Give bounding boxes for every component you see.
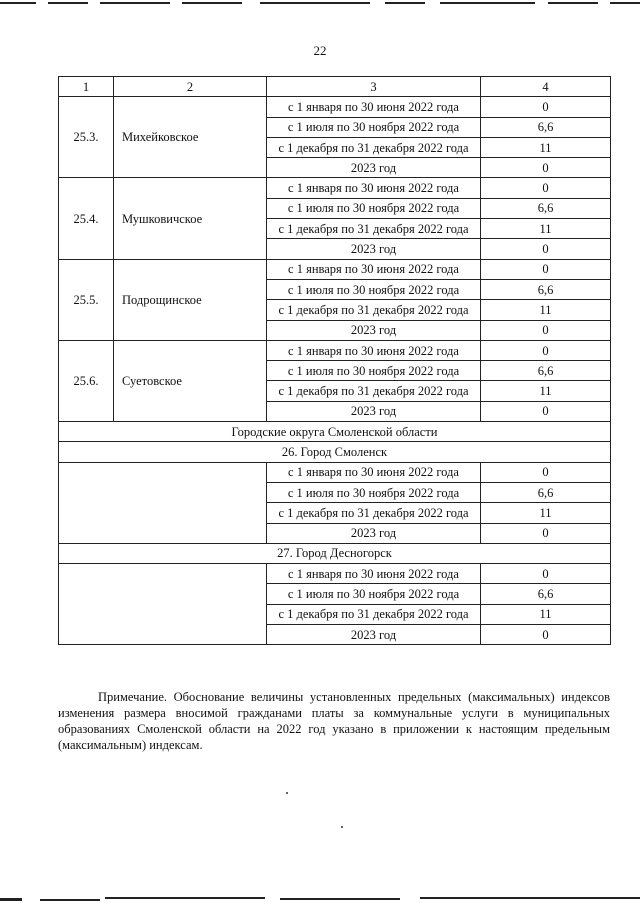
index-value: 11 xyxy=(481,604,611,624)
section-row xyxy=(59,422,611,442)
period-cell: с 1 декабря по 31 декабря 2022 года xyxy=(267,137,481,157)
table-body xyxy=(59,77,611,645)
period-cell: 2023 год xyxy=(267,523,481,543)
index-value: 0 xyxy=(481,340,611,360)
period-cell: 2023 год xyxy=(267,320,481,340)
period-cell: с 1 декабря по 31 декабря 2022 года xyxy=(267,219,481,239)
index-value: 0 xyxy=(481,158,611,178)
table-row xyxy=(59,462,611,482)
index-value: 0 xyxy=(481,564,611,584)
index-value: 6,6 xyxy=(481,198,611,218)
footnote-text: Примечание. Обоснование величины установленных предельных (максимальных) индексов изменения размера вносимой гражданами платы за коммунальные услуги в муниципальных образованиях Смоленской области на 2022 год указано в приложении к настоящим предельным (максимальным) индексам. xyxy=(58,690,610,752)
empty-cell xyxy=(59,564,267,645)
period-cell: 2023 год xyxy=(267,158,481,178)
index-value: 11 xyxy=(481,503,611,523)
period-cell: с 1 декабря по 31 декабря 2022 года xyxy=(267,604,481,624)
section-row xyxy=(59,442,611,462)
scan-speck xyxy=(286,792,288,794)
period-cell: с 1 декабря по 31 декабря 2022 года xyxy=(267,381,481,401)
period-cell: с 1 января по 30 июня 2022 года xyxy=(267,340,481,360)
settlement-name: Подрощинское xyxy=(114,259,267,340)
period-cell: с 1 декабря по 31 декабря 2022 года xyxy=(267,300,481,320)
index-value: 0 xyxy=(481,178,611,198)
page-number: 22 xyxy=(313,43,327,58)
header-row xyxy=(59,77,611,97)
section-title: 26. Город Смоленск xyxy=(59,442,611,462)
table-row xyxy=(59,97,611,117)
index-value: 11 xyxy=(481,300,611,320)
settlement-name: Михейковское xyxy=(114,97,267,178)
period-cell: с 1 января по 30 июня 2022 года xyxy=(267,564,481,584)
section-title: Городские округа Смоленской области xyxy=(59,422,611,442)
table-row xyxy=(59,340,611,360)
table-row xyxy=(59,178,611,198)
index-value: 0 xyxy=(481,320,611,340)
index-value: 0 xyxy=(481,523,611,543)
index-value: 11 xyxy=(481,219,611,239)
index-value: 6,6 xyxy=(481,279,611,299)
period-cell: 2023 год xyxy=(267,239,481,259)
index-value: 11 xyxy=(481,381,611,401)
period-cell: с 1 июля по 30 ноября 2022 года xyxy=(267,279,481,299)
scan-speck xyxy=(341,826,343,828)
settlement-name: Мушковичское xyxy=(114,178,267,259)
index-value: 0 xyxy=(481,462,611,482)
index-value: 0 xyxy=(481,401,611,421)
scan-edge-bottom xyxy=(0,894,640,902)
index-value: 0 xyxy=(481,97,611,117)
tariff-index-table xyxy=(58,76,611,645)
index-value: 6,6 xyxy=(481,584,611,604)
period-cell: с 1 января по 30 июня 2022 года xyxy=(267,462,481,482)
period-cell: с 1 июля по 30 ноября 2022 года xyxy=(267,482,481,502)
row-number: 25.3. xyxy=(59,97,114,178)
empty-cell xyxy=(59,462,267,543)
period-cell: с 1 января по 30 июня 2022 года xyxy=(267,178,481,198)
section-title: 27. Город Десногорск xyxy=(59,543,611,563)
footnote xyxy=(58,689,610,753)
settlement-name: Суетовское xyxy=(114,340,267,421)
index-value: 11 xyxy=(481,137,611,157)
index-value: 0 xyxy=(481,259,611,279)
period-cell: с 1 декабря по 31 декабря 2022 года xyxy=(267,503,481,523)
period-cell: с 1 июля по 30 ноября 2022 года xyxy=(267,584,481,604)
period-cell: с 1 июля по 30 ноября 2022 года xyxy=(267,117,481,137)
row-number: 25.5. xyxy=(59,259,114,340)
table-row xyxy=(59,259,611,279)
period-cell: с 1 января по 30 июня 2022 года xyxy=(267,97,481,117)
row-number: 25.4. xyxy=(59,178,114,259)
period-cell: 2023 год xyxy=(267,401,481,421)
row-number: 25.6. xyxy=(59,340,114,421)
table-row xyxy=(59,564,611,584)
section-row xyxy=(59,543,611,563)
header-cell: 2 xyxy=(114,77,267,97)
index-value: 0 xyxy=(481,625,611,645)
header-cell: 1 xyxy=(59,77,114,97)
period-cell: с 1 января по 30 июня 2022 года xyxy=(267,259,481,279)
header-cell: 4 xyxy=(481,77,611,97)
index-value: 6,6 xyxy=(481,482,611,502)
header-cell: 3 xyxy=(267,77,481,97)
index-value: 6,6 xyxy=(481,117,611,137)
period-cell: с 1 июля по 30 ноября 2022 года xyxy=(267,361,481,381)
index-value: 0 xyxy=(481,239,611,259)
period-cell: 2023 год xyxy=(267,625,481,645)
period-cell: с 1 июля по 30 ноября 2022 года xyxy=(267,198,481,218)
index-value: 6,6 xyxy=(481,361,611,381)
scan-edge-top xyxy=(0,2,640,6)
